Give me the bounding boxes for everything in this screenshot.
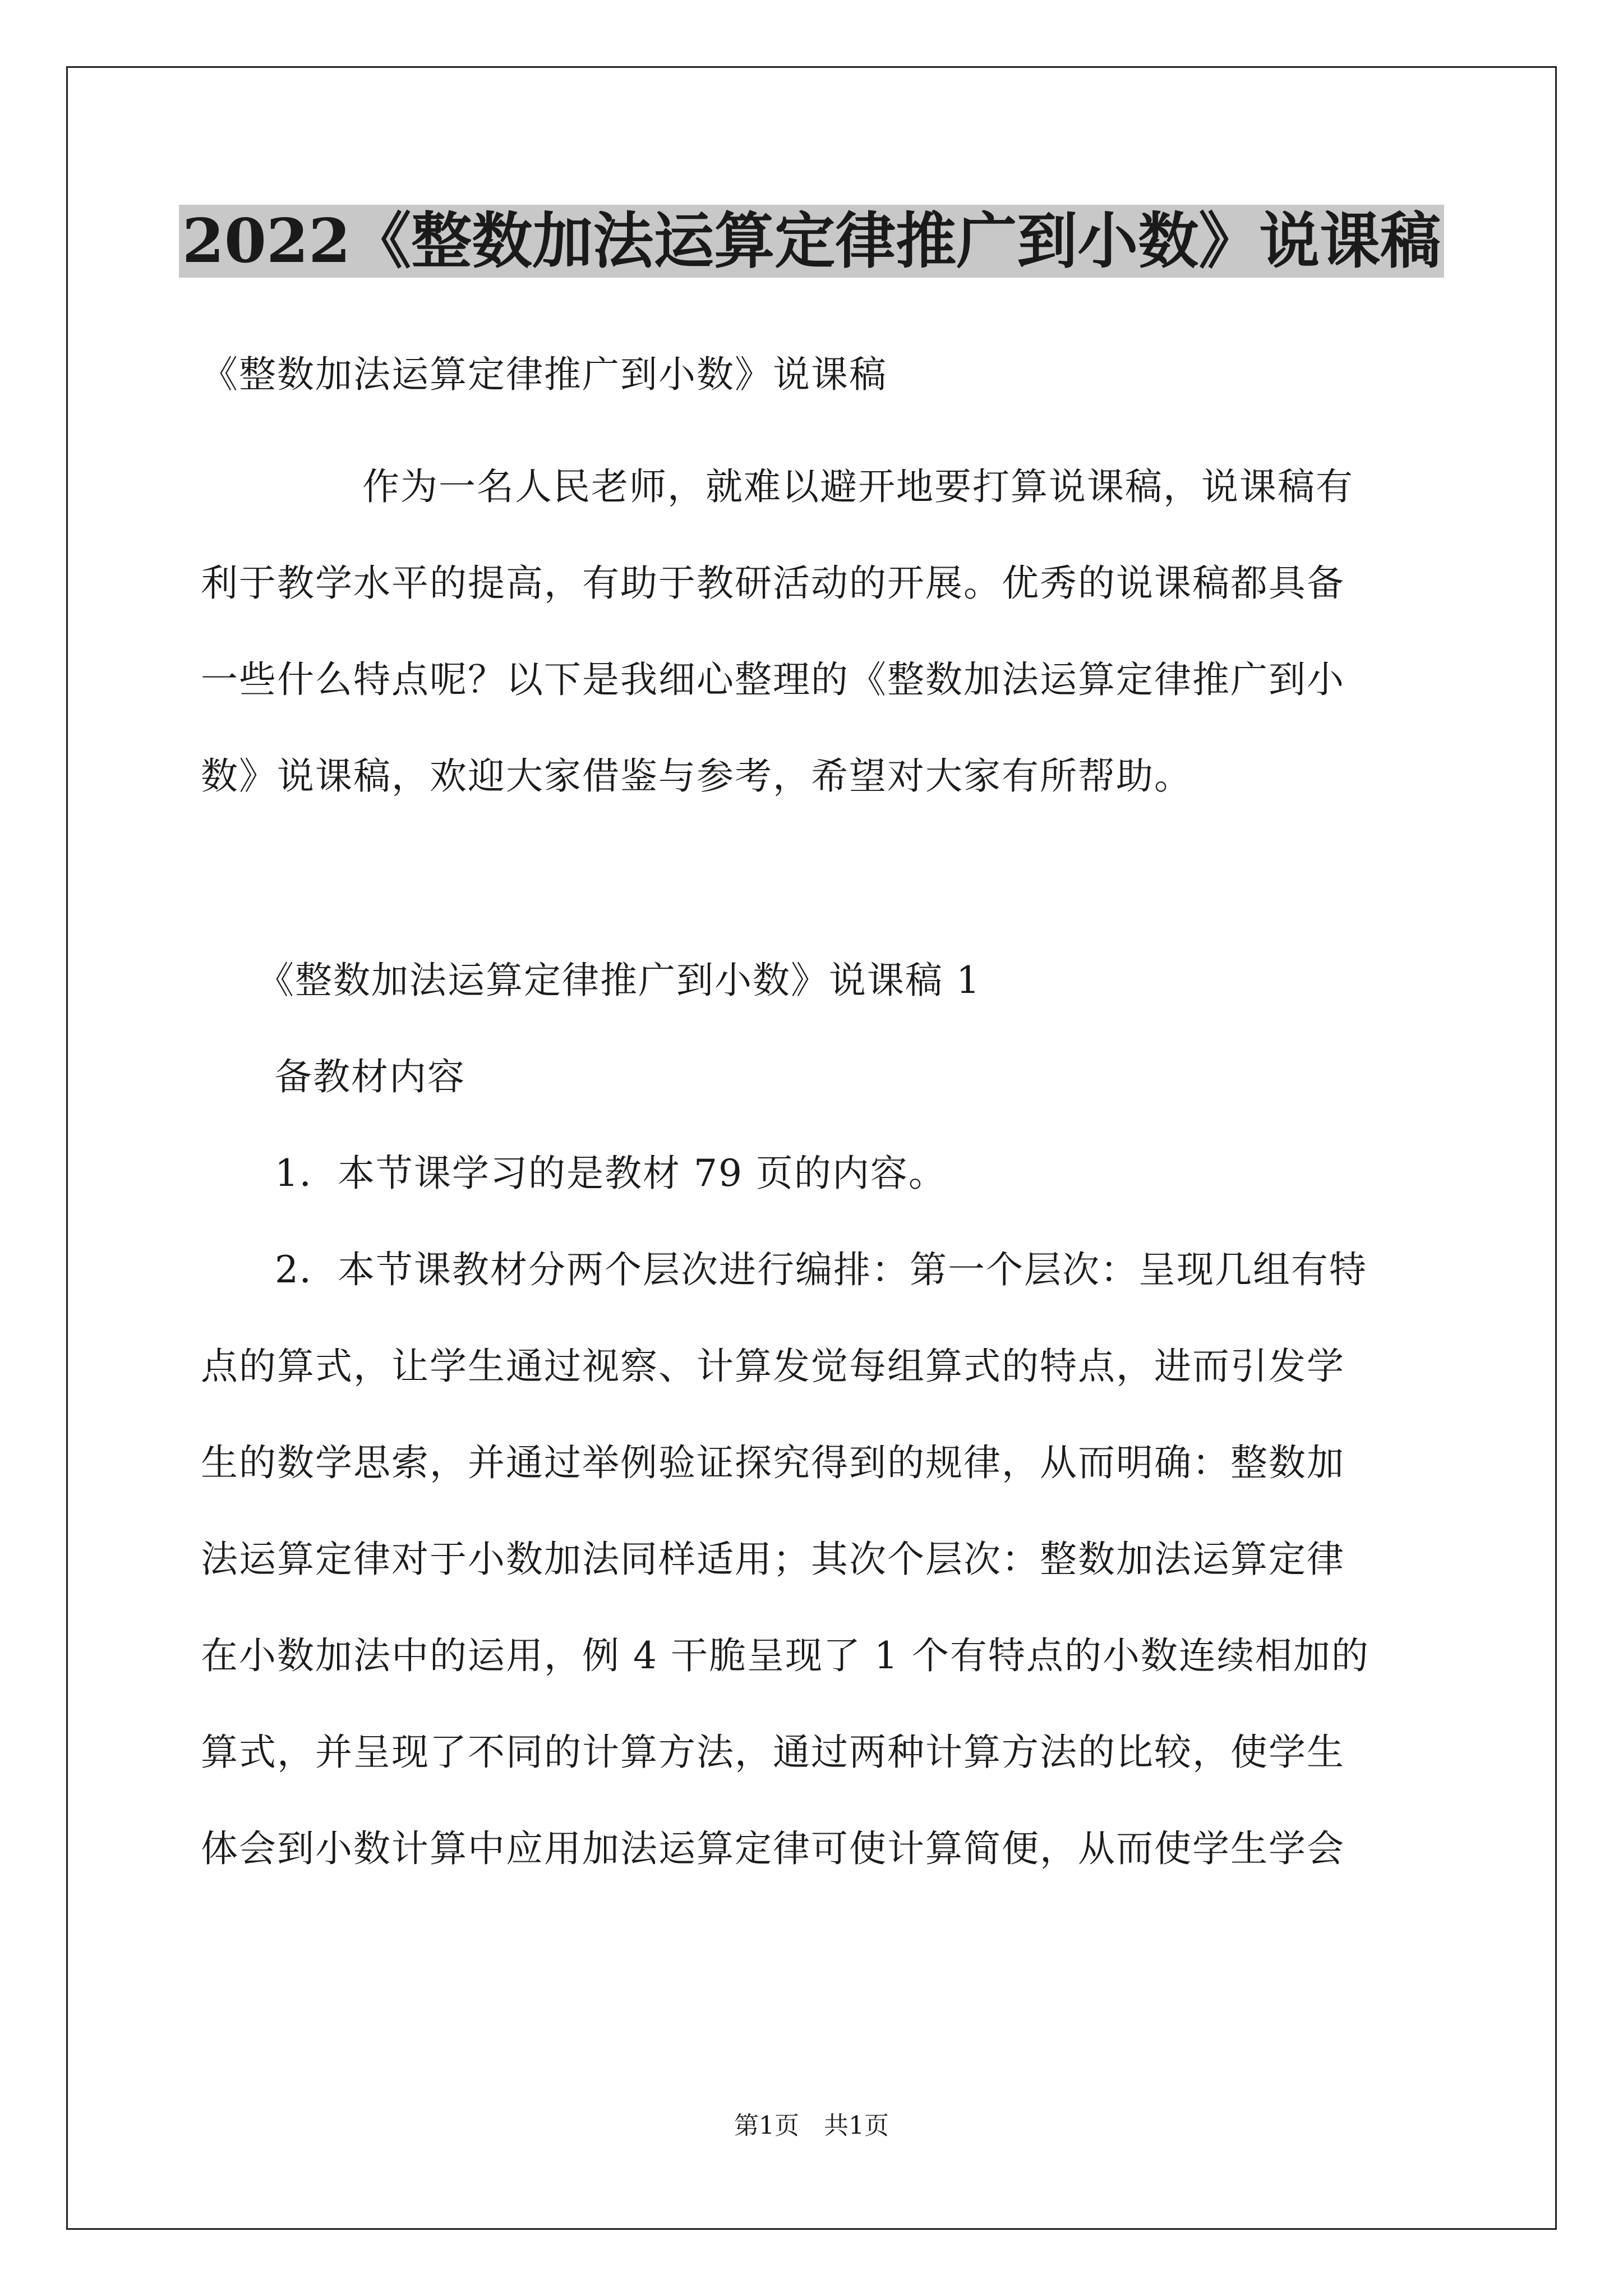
body-line: 利于教学水平的提高，有助于教研活动的开展。优秀的说课稿都具备 xyxy=(201,562,1345,605)
body-line: 2．本节课教材分两个层次进行编排：第一个层次：呈现几组有特 xyxy=(275,1248,1367,1291)
body-line: 算式，并呈现了不同的计算方法，通过两种计算方法的比较，使学生 xyxy=(201,1731,1345,1774)
body-line: 数》说课稿，欢迎大家借鉴与参考，希望对大家有所帮助。 xyxy=(201,754,1192,798)
body-line: 在小数加法中的运用，例 4 干脆呈现了 1 个有特点的小数连续相加的 xyxy=(201,1634,1370,1677)
body-line: 作为一名人民老师，就难以避开地要打算说课稿，说课稿有 xyxy=(362,465,1354,508)
document-title xyxy=(0,202,1623,280)
page-footer: 第1页 共1页 xyxy=(734,2111,889,2140)
body-line: 一些什么特点呢？以下是我细心整理的《整数加法运算定律推广到小 xyxy=(201,658,1345,701)
body-line: 《整数加法运算定律推广到小数》说课稿 xyxy=(201,353,887,396)
body-line: 1．本节课学习的是教材 79 页的内容。 xyxy=(275,1152,947,1195)
body-line: 法运算定律对于小数加法同样适用；其次个层次：整数加法运算定律 xyxy=(201,1538,1345,1581)
body-line: 生的数学思索，并通过举例验证探究得到的规律，从而明确：整数加 xyxy=(201,1441,1345,1484)
section-heading: 《整数加法运算定律推广到小数》说课稿 1 xyxy=(257,959,981,1002)
body-line: 点的算式，让学生通过视察、计算发觉每组算式的特点，进而引发学 xyxy=(201,1345,1345,1388)
document-title-text: 2022《整数加法运算定律推广到小数》说课稿 xyxy=(179,205,1445,278)
body-line: 体会到小数计算中应用加法运算定律可使计算简便，从而使学生学会 xyxy=(201,1827,1345,1870)
subheading: 备教材内容 xyxy=(275,1055,465,1098)
